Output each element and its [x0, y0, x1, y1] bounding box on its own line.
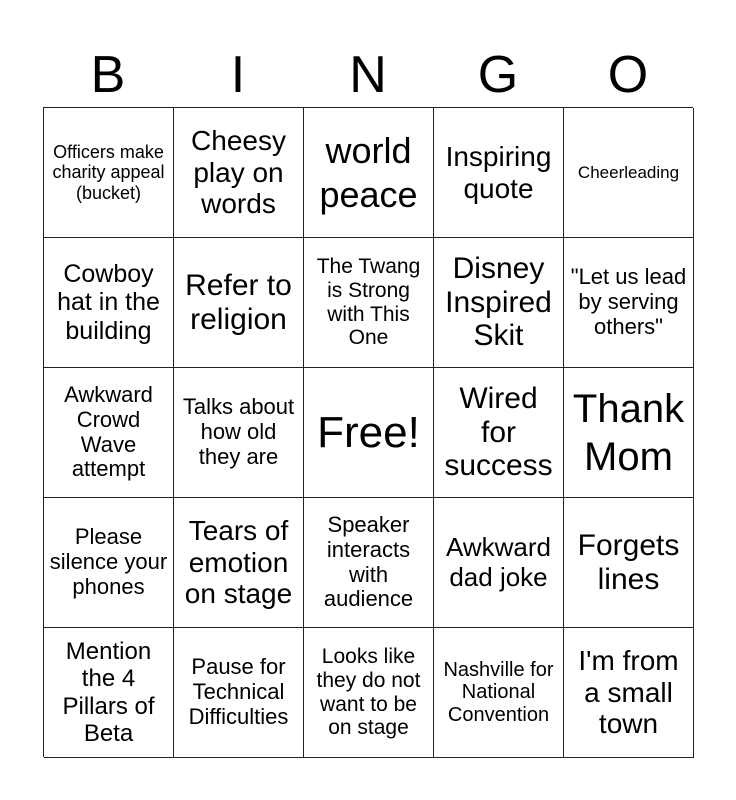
cell-text: Awkward Crowd Wave attempt [64, 381, 153, 482]
bingo-cell[interactable] [44, 628, 174, 758]
cell-text: I'm from a small town [578, 645, 679, 740]
bingo-cell[interactable] [564, 628, 694, 758]
bingo-cell[interactable] [174, 108, 304, 238]
bingo-cell-free[interactable] [304, 368, 434, 498]
cell-text: Looks like they do not want to be on stage [316, 645, 421, 740]
bingo-cell[interactable] [564, 368, 694, 498]
bingo-header [43, 44, 693, 106]
header-letter-g: G [477, 46, 519, 104]
cell-text: world peace [319, 129, 418, 215]
bingo-cell[interactable] [174, 238, 304, 368]
bingo-cell[interactable] [564, 238, 694, 368]
cell-text: Speaker interacts with audience [323, 511, 414, 612]
bingo-cell[interactable] [304, 628, 434, 758]
bingo-cell[interactable] [44, 498, 174, 628]
cell-text: Cheerleading [577, 162, 680, 182]
cell-text: Please silence your phones [49, 524, 168, 599]
cell-text: Free! [317, 407, 420, 457]
header-letter-b: B [90, 46, 126, 104]
cell-text: Forgets lines [577, 528, 680, 596]
bingo-cell[interactable] [434, 368, 564, 498]
cell-text: Wired for success [444, 381, 553, 483]
cell-text: Refer to religion [185, 268, 292, 336]
bingo-cell[interactable] [304, 108, 434, 238]
cell-text: The Twang is Strong with This One [316, 255, 421, 350]
bingo-cell[interactable] [434, 628, 564, 758]
cell-text: Pause for Technical Difficulties [188, 654, 289, 729]
bingo-cell[interactable] [304, 498, 434, 628]
bingo-cell[interactable] [434, 108, 564, 238]
bingo-cell[interactable] [44, 368, 174, 498]
bingo-cell[interactable] [174, 368, 304, 498]
bingo-cell[interactable] [434, 498, 564, 628]
cell-text: Mention the 4 Pillars of Beta [62, 638, 155, 747]
bingo-cell[interactable] [44, 108, 174, 238]
cell-text: Nashville for National Convention [443, 658, 554, 726]
bingo-cell[interactable] [564, 498, 694, 628]
cell-text: Thank Mom [572, 386, 685, 479]
cell-text: Disney Inspired Skit [445, 251, 552, 353]
cell-text: Tears of emotion on stage [184, 515, 293, 610]
header-letter-i: I [230, 46, 246, 104]
cell-text: "Let us lead by serving others" [570, 264, 687, 339]
cell-text: Inspiring quote [445, 140, 552, 204]
header-letter-n: N [349, 46, 387, 104]
bingo-cell[interactable] [174, 498, 304, 628]
cell-text: Talks about how old they are [182, 394, 295, 469]
bingo-cell[interactable] [44, 238, 174, 368]
cell-text: Cowboy hat in the building [57, 260, 160, 345]
bingo-cell[interactable] [174, 628, 304, 758]
cell-text: Officers make charity appeal (bucket) [52, 142, 165, 203]
cell-text: Awkward dad joke [445, 532, 551, 592]
header-letter-o: O [607, 46, 649, 104]
bingo-board [43, 107, 693, 757]
bingo-cell[interactable] [434, 238, 564, 368]
cell-text: Cheesy play on words [191, 125, 286, 220]
bingo-cell[interactable] [564, 108, 694, 238]
bingo-cell[interactable] [304, 238, 434, 368]
